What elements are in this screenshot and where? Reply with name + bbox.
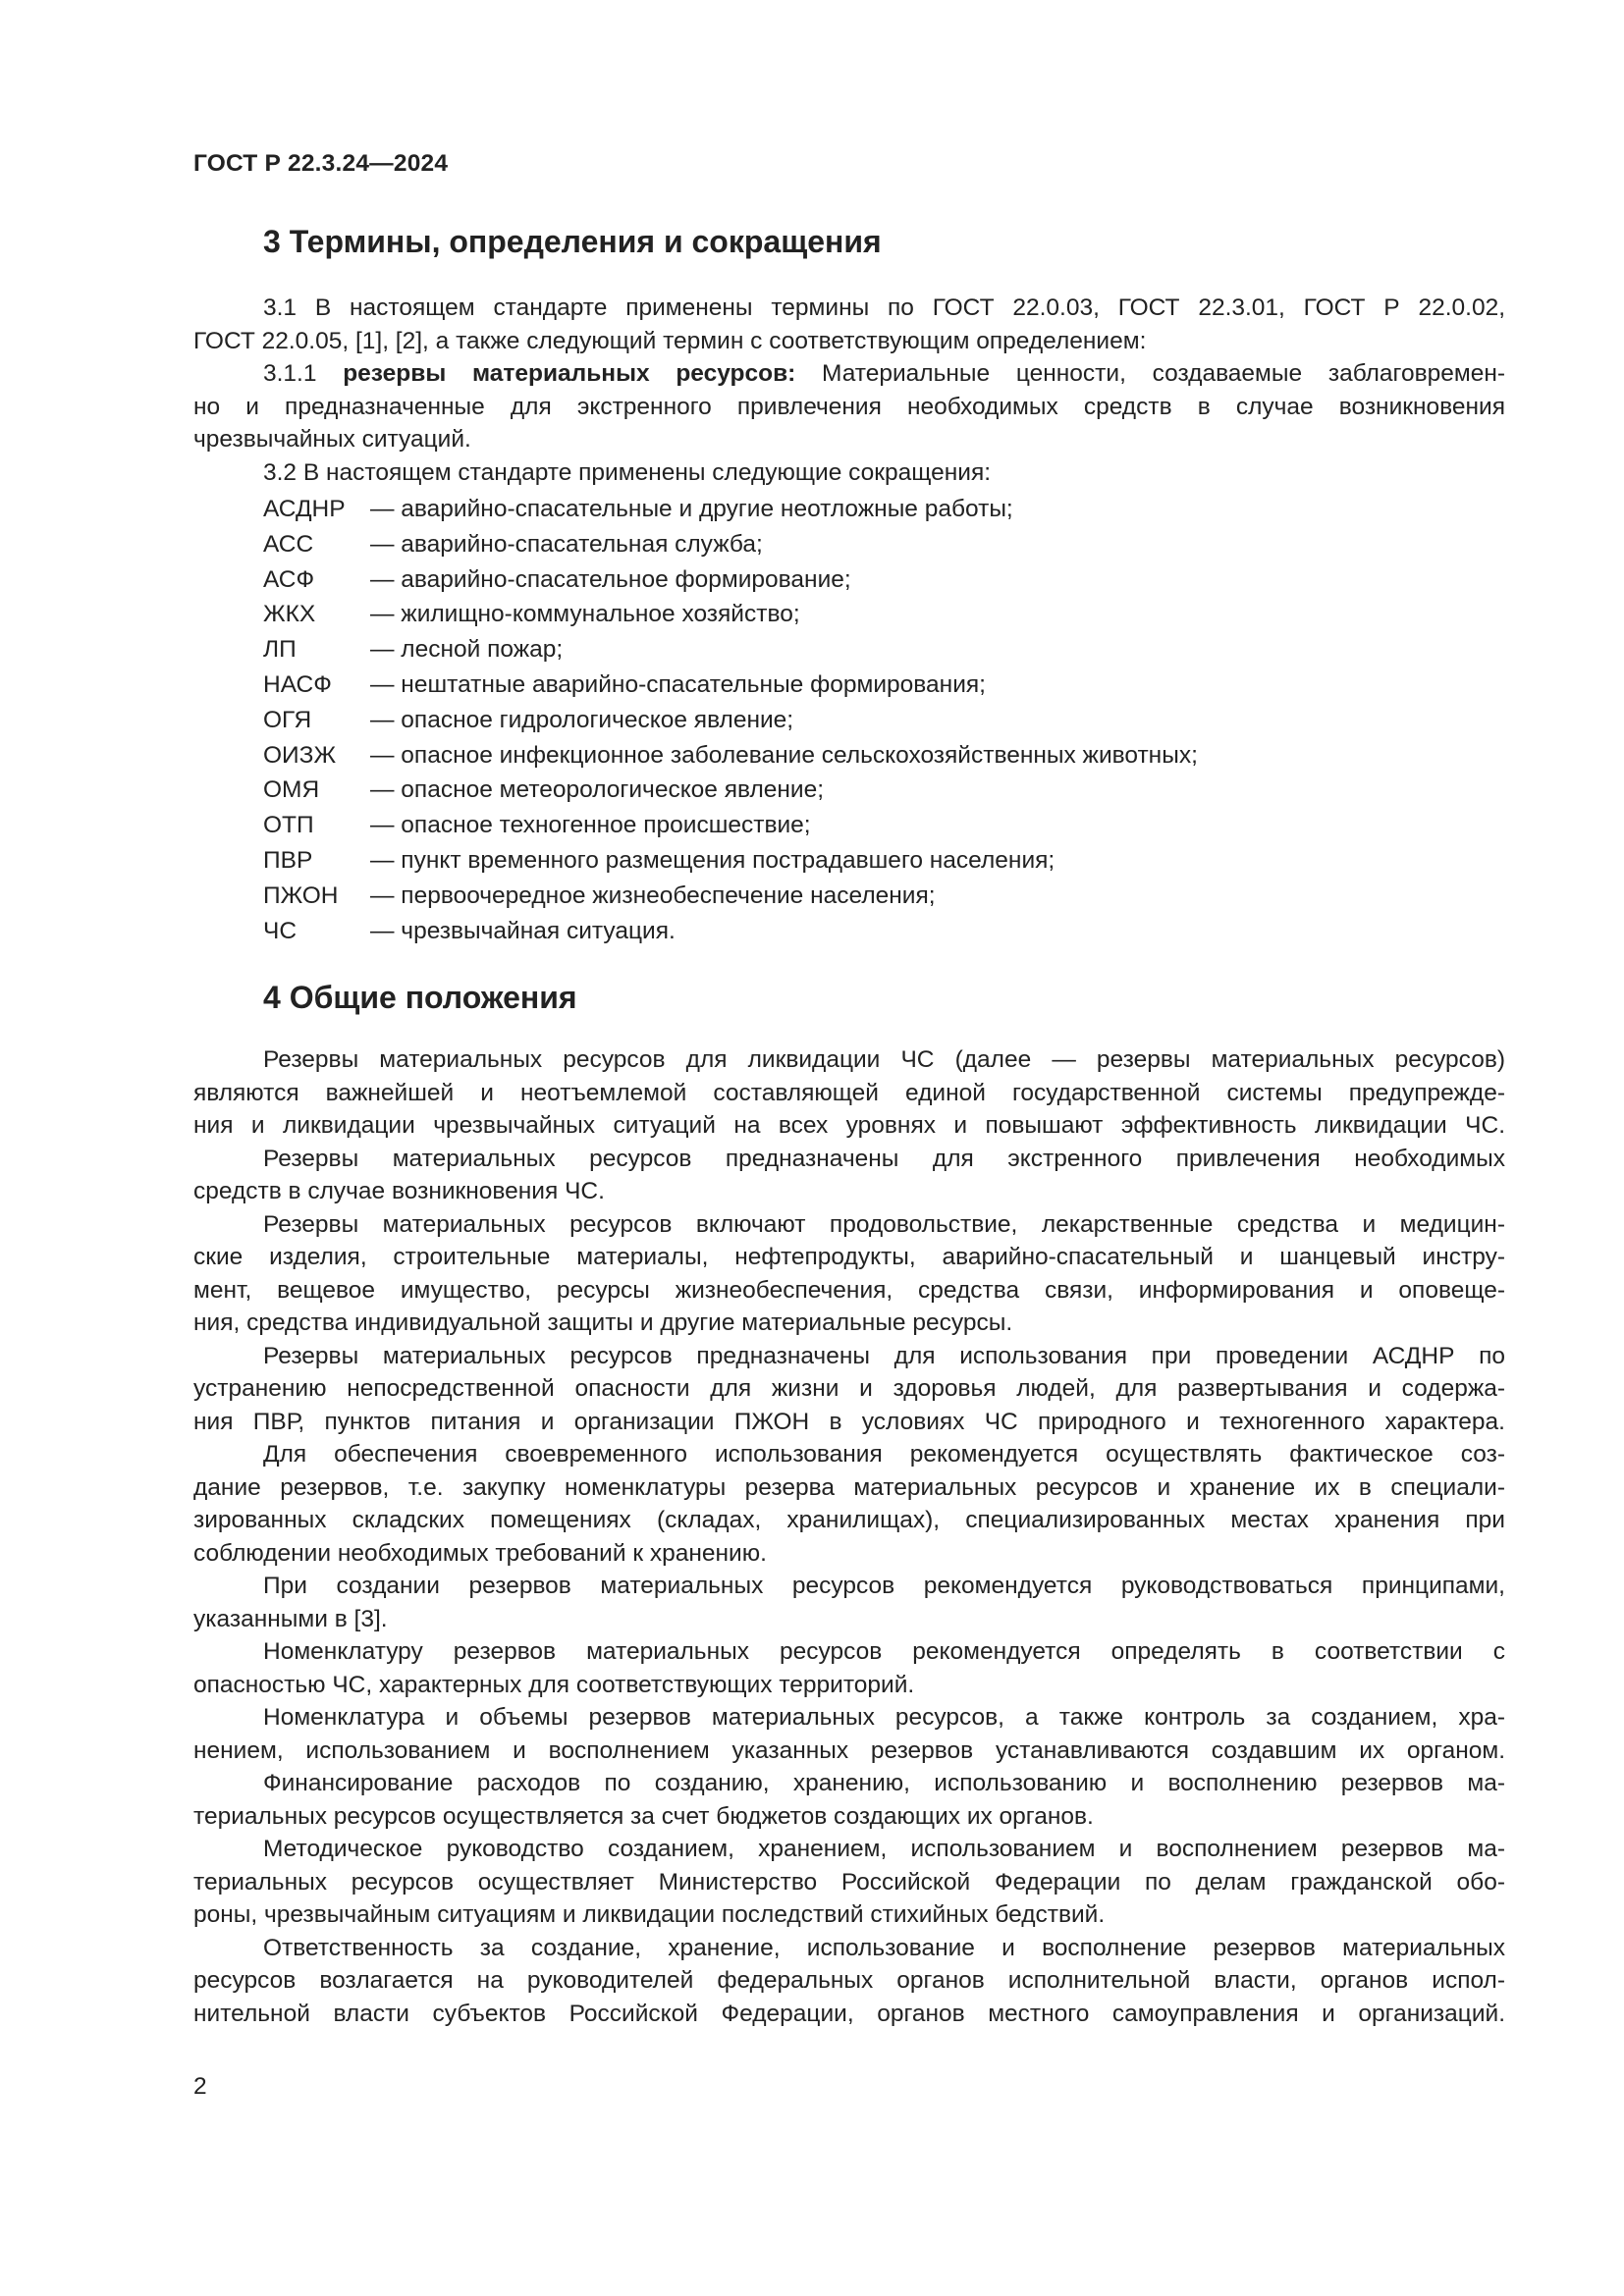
paragraph-line: ресурсов возлагается на руководителей федеральных органов исполнительной власти, органов испол- <box>193 1967 1505 1994</box>
abbreviation-item <box>263 597 1198 632</box>
abbreviation: ОГЯ <box>263 706 312 733</box>
abbreviation: ЧС <box>263 917 298 944</box>
paragraph-line: При создании резервов материальных ресурсов рекомендуется руководствоваться принципами, <box>263 1573 1505 1599</box>
paragraph-line: Резервы материальных ресурсов включают продовольствие, лекарственные средства и медицин- <box>263 1210 1505 1238</box>
abbreviation-definition: — опасное техногенное происшествие; <box>370 812 811 839</box>
paragraph-3-1-line: 3.1 В настоящем стандарте применены термины по ГОСТ 22.0.03, ГОСТ 22.3.01, ГОСТ Р 22.0.02, <box>263 294 1505 321</box>
abbreviation: АСДНР <box>263 496 346 522</box>
abbreviation-definition: — опасное метеорологическое явление; <box>370 776 825 804</box>
paragraph-line: ские изделия, строительные материалы, нефтепродукты, аварийно-спасательный и шанцевый инстру- <box>193 1244 1505 1270</box>
running-header: ГОСТ Р 22.3.24—2024 <box>193 150 449 177</box>
paragraph-line: ния ПВР, пунктов питания и организации ПЖОН в условиях ЧС природного и техногенного характера. <box>193 1408 1505 1435</box>
paragraph-3-1-line: ГОСТ 22.0.05, [1], [2], а также следующий термин с соответствующим определением: <box>193 327 1147 354</box>
paragraph-3-2: 3.2 В настоящем стандарте применены следующие сокращения: <box>263 458 992 486</box>
section-4-heading: 4 Общие положения <box>263 980 577 1015</box>
paragraph-line: териальных ресурсов осуществляется за счет бюджетов создающих их органов. <box>193 1802 1094 1830</box>
paragraph-line: роны, чрезвычайным ситуациям и ликвидации последствий стихийных бедствий. <box>193 1901 1106 1928</box>
section-3-body <box>193 292 1505 489</box>
section-4-body <box>193 1043 1505 2030</box>
paragraph-line: Ответственность за создание, хранение, использование и восполнение резервов материальных <box>263 1934 1505 1961</box>
paragraph-line: зированных складских помещениях (складах, хранилищах), специализированных местах хранения при <box>193 1507 1505 1533</box>
abbreviation: ПВР <box>263 846 313 874</box>
term-number: 3.1.1 <box>263 360 317 387</box>
paragraph-line: соблюдении необходимых требований к хранению. <box>193 1539 767 1567</box>
abbreviation-item <box>263 738 1198 774</box>
abbreviation-definition: — первоочередное жизнеобеспечение населения; <box>370 881 936 909</box>
abbreviation: ЖКХ <box>263 601 316 628</box>
abbreviation-definition: — аварийно-спасательные и другие неотложные работы; <box>370 496 1013 522</box>
abbreviation-definition: — чрезвычайная ситуация. <box>370 917 676 944</box>
abbreviation-definition: — пункт временного размещения пострадавшего населения; <box>370 846 1056 874</box>
paragraph-line: средств в случае возникновения ЧС. <box>193 1178 605 1204</box>
paragraph-line: опасностью ЧС, характерных для соответствующих территорий. <box>193 1671 915 1698</box>
paragraph-3-1-1-line: чрезвычайных ситуаций. <box>193 426 471 453</box>
term-definition-start: Материальные ценности, создаваемые заблаговремен- <box>822 360 1506 387</box>
abbreviation: ОТП <box>263 812 314 839</box>
abbreviation: ОИЗЖ <box>263 741 337 769</box>
page-number: 2 <box>193 2073 207 2100</box>
abbreviation-item <box>263 632 1198 667</box>
abbreviations-list <box>263 492 1198 948</box>
abbreviation-definition: — опасное инфекционное заболевание сельскохозяйственных животных; <box>370 741 1198 769</box>
paragraph-3-1-1-line <box>193 357 1505 391</box>
abbreviation-item <box>263 492 1198 527</box>
paragraph-3-1-1-line: но и предназначенные для экстренного привлечения необходимых средств в случае возникновения <box>193 393 1505 420</box>
abbreviation-item <box>263 703 1198 738</box>
paragraph-line: Номенклатура и объемы резервов материальных ресурсов, а также контроль за созданием, хра- <box>263 1704 1505 1731</box>
abbreviation-item <box>263 667 1198 703</box>
paragraph-line: Резервы материальных ресурсов предназначены для экстренного привлечения необходимых <box>263 1145 1505 1172</box>
abbreviation-definition: — нештатные аварийно-спасательные формирования; <box>370 670 986 698</box>
paragraph-line: Для обеспечения своевременного использования рекомендуется осуществлять фактическое соз- <box>263 1441 1505 1468</box>
paragraph-line: указанными в [3]. <box>193 1605 388 1632</box>
paragraph-line: Методическое руководство созданием, хранением, использованием и восполнением резервов ма- <box>263 1836 1505 1862</box>
abbreviation-definition: — опасное гидрологическое явление; <box>370 706 794 733</box>
section-3-heading: 3 Термины, определения и сокращения <box>263 224 882 259</box>
abbreviation-item <box>263 914 1198 949</box>
paragraph-line: Номенклатуру резервов материальных ресурсов рекомендуется определять в соответствии с <box>263 1638 1505 1665</box>
paragraph-line: ния, средства индивидуальной защиты и другие материальные ресурсы. <box>193 1309 1013 1336</box>
abbreviation: ОМЯ <box>263 776 320 804</box>
abbreviation-definition: — аварийно-спасательная служба; <box>370 530 763 558</box>
abbreviation-item <box>263 562 1198 598</box>
paragraph-line: являются важнейшей и неотъемлемой составляющей единой государственной системы предупрежде- <box>193 1079 1505 1106</box>
paragraph-line: Резервы материальных ресурсов для ликвидации ЧС (далее — резервы материальных ресурсов) <box>263 1046 1505 1073</box>
abbreviation: АСС <box>263 530 314 558</box>
abbreviation-definition: — жилищно-коммунальное хозяйство; <box>370 601 800 628</box>
abbreviation: НАСФ <box>263 670 332 698</box>
abbreviation: ПЖОН <box>263 881 339 909</box>
abbreviation-item <box>263 879 1198 914</box>
abbreviation-definition: — лесной пожар; <box>370 636 564 664</box>
abbreviation: ЛП <box>263 636 297 664</box>
abbreviation-definition: — аварийно-спасательное формирование; <box>370 565 851 593</box>
abbreviation-item <box>263 843 1198 879</box>
term-name: резервы материальных ресурсов: <box>343 360 796 387</box>
paragraph-line: мент, вещевое имущество, ресурсы жизнеобеспечения, средства связи, информирования и оповеще- <box>193 1276 1505 1304</box>
abbreviation-item <box>263 773 1198 808</box>
paragraph-line: Резервы материальных ресурсов предназначены для использования при проведении АСДНР по <box>263 1342 1505 1369</box>
paragraph-line: Финансирование расходов по созданию, хранению, использованию и восполнению резервов ма- <box>263 1770 1505 1796</box>
paragraph-line: ния и ликвидации чрезвычайных ситуаций на всех уровнях и повышают эффективность ликвидации ЧС. <box>193 1112 1505 1139</box>
paragraph-line: нением, использованием и восполнением указанных резервов устанавливаются создавшим их органом. <box>193 1736 1505 1764</box>
paragraph-line: дание резервов, т.е. закупку номенклатуры резерва материальных ресурсов и хранение их в специали- <box>193 1473 1505 1501</box>
paragraph-line: устранению непосредственной опасности для жизни и здоровья людей, для развертывания и содержа- <box>193 1375 1505 1402</box>
abbreviation-item <box>263 808 1198 843</box>
paragraph-line: нительной власти субъектов Российской Федерации, органов местного самоуправления и организаций. <box>193 2000 1505 2027</box>
paragraph-line: териальных ресурсов осуществляет Министерство Российской Федерации по делам гражданской обо- <box>193 1868 1505 1896</box>
abbreviation-item <box>263 527 1198 562</box>
abbreviation: АСФ <box>263 565 315 593</box>
